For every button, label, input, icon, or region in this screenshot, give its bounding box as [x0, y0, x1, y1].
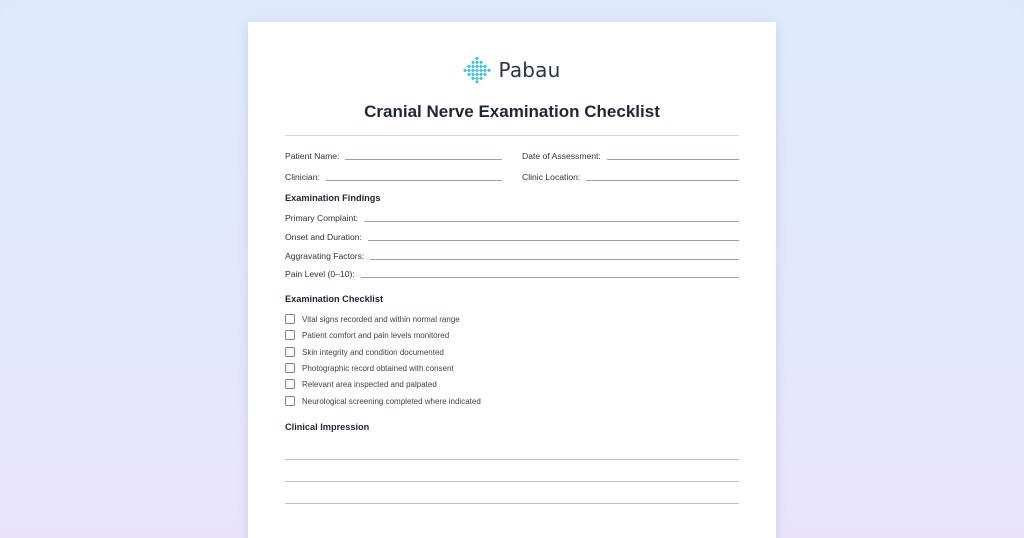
checklist-item-label: Photographic record obtained with consent	[302, 363, 454, 373]
patient-name-label: Patient Name:	[285, 151, 340, 161]
clinic-location-label: Clinic Location:	[522, 172, 581, 182]
clinical-impression-line[interactable]	[285, 459, 739, 460]
form-sheet	[248, 22, 776, 538]
checklist-item-label: Vital signs recorded and within normal range	[302, 314, 460, 324]
patient-name-field[interactable]	[285, 151, 502, 161]
title-divider	[285, 135, 739, 136]
clinician-line[interactable]	[326, 180, 502, 181]
date-of-assessment-field[interactable]	[522, 151, 739, 161]
primary-complaint-field[interactable]	[285, 213, 739, 223]
checkbox[interactable]	[285, 363, 295, 373]
checklist-item-label: Skin integrity and condition documented	[302, 347, 444, 357]
pain-level-label: Pain Level (0–10):	[285, 269, 355, 279]
checklist-item[interactable]	[285, 363, 454, 373]
checklist-item[interactable]	[285, 330, 449, 340]
checkbox[interactable]	[285, 330, 295, 340]
primary-complaint-label: Primary Complaint:	[285, 213, 359, 223]
date-of-assessment-line[interactable]	[607, 159, 739, 160]
date-of-assessment-label: Date of Assessment:	[522, 151, 601, 161]
patient-name-line[interactable]	[345, 159, 502, 160]
onset-duration-label: Onset and Duration:	[285, 232, 362, 242]
brand-name: Pabau	[498, 58, 561, 82]
clinical-impression-line[interactable]	[285, 503, 739, 504]
checkbox[interactable]	[285, 379, 295, 389]
checklist-item-label: Neurological screening completed where indicated	[302, 396, 481, 406]
checklist-item[interactable]	[285, 314, 460, 324]
checkbox[interactable]	[285, 314, 295, 324]
aggravating-factors-label: Aggravating Factors:	[285, 251, 365, 261]
form-title: Cranial Nerve Examination Checklist	[364, 102, 660, 121]
clinical-impression-line[interactable]	[285, 481, 739, 482]
clinic-location-field[interactable]	[522, 172, 739, 182]
checklist-item-label: Patient comfort and pain levels monitored	[302, 330, 450, 340]
onset-duration-field[interactable]	[285, 232, 739, 242]
clinic-location-line[interactable]	[586, 180, 739, 181]
clinician-field[interactable]	[285, 172, 502, 182]
pain-level-line[interactable]	[361, 277, 739, 278]
examination-checklist-heading: Examination Checklist	[285, 294, 384, 304]
onset-duration-line[interactable]	[368, 240, 739, 241]
aggravating-factors-line[interactable]	[370, 259, 739, 260]
clinician-label: Clinician:	[285, 172, 320, 182]
checklist-item[interactable]	[285, 347, 444, 357]
examination-findings-heading: Examination Findings	[285, 193, 381, 203]
pain-level-field[interactable]	[285, 269, 739, 279]
checklist-item[interactable]	[285, 379, 437, 389]
checklist-item-label: Relevant area inspected and palpated	[302, 379, 437, 389]
clinical-impression-heading: Clinical Impression	[285, 422, 370, 432]
checkbox[interactable]	[285, 347, 295, 357]
aggravating-factors-field[interactable]	[285, 251, 739, 261]
diamond-lattice-icon	[463, 56, 491, 84]
primary-complaint-line[interactable]	[364, 221, 739, 222]
checkbox[interactable]	[285, 396, 295, 406]
brand-logo	[248, 56, 776, 84]
checklist-item[interactable]	[285, 396, 481, 406]
